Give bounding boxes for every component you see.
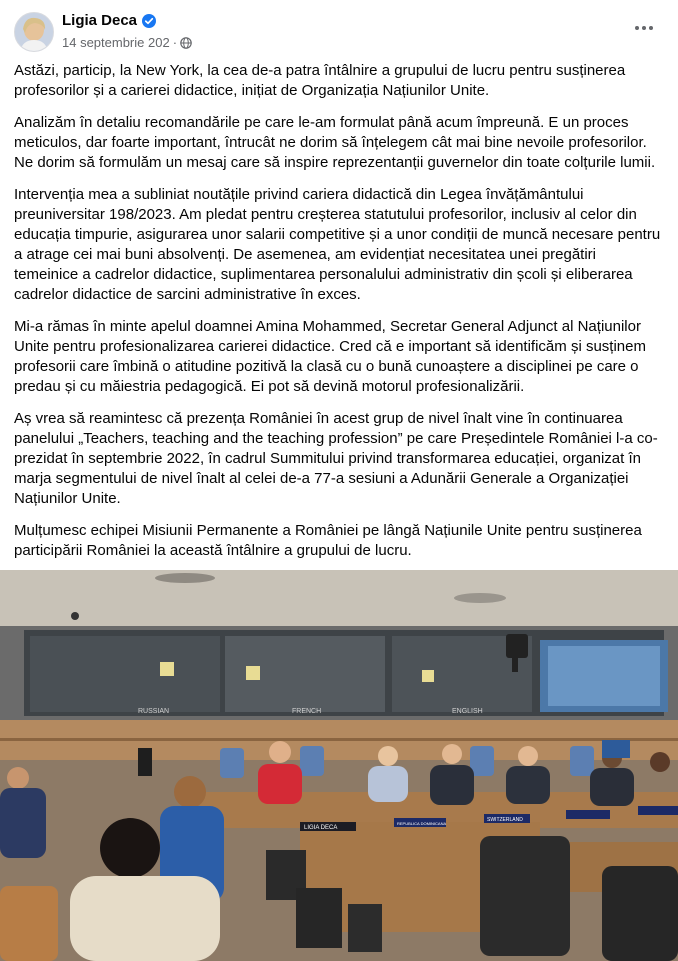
nameplate-text: REPUBLICA DOMINICANA [397,821,447,826]
chair [480,836,570,956]
ceiling-light [155,573,215,583]
more-options-icon[interactable] [628,14,660,42]
wood-panel-line [0,738,678,741]
post-date[interactable]: 14 septembrie 202 [62,35,170,50]
ceiling-light [454,593,506,603]
chair [220,748,244,778]
author-name[interactable] [62,12,156,29]
author-name-text[interactable]: Ligia Deca [62,12,138,29]
nameplate [638,806,678,815]
post-paragraph: Mi-a rămas în minte apelul doamnei Amina Mohammed, Secretar General Adjunct al Națiunilor Unite pentru profesionalizarea carierei didactice. Cred că e important să identificăm și susținem profesorii care îmbină o atitudine pozitivă la clasă cu o bună cunoaștere a disciplinei pe care o predau și cu măiestria pedagogică. Ei pot să devină motorul profesionalizării. [14,318,646,395]
laptop [296,888,342,948]
chair [470,746,494,776]
delegate [258,764,302,804]
sticky-note [160,662,174,676]
post-paragraph: Mulțumesc echipei Misiunii Permanente a României pe lângă Națiunile Unite pentru susținerea participării României la această întâlnire a grupului de lucru. [14,522,642,559]
booth-screen-content [548,646,660,706]
avatar[interactable] [14,12,54,52]
meta-separator: · [172,35,178,50]
monitor [138,748,152,776]
tv-camera-stand [512,658,518,672]
delegate [518,746,538,766]
post-paragraph: Astăzi, particip, la New York, la cea de-a patra întâlnire a grupului de lucru pentru susținerea profesorilor și a carierei didactice, inițiat de Organizația Națiunilor Unite. [14,62,626,99]
ceiling-camera [71,612,79,620]
delegate [430,765,474,805]
delegate [368,766,408,802]
post-meta [62,35,192,50]
post-body [14,61,664,573]
delegate [506,766,550,804]
delegate [442,744,462,764]
post-paragraph: Intervenția mea a subliniat noutățile privind cariera didactică din Legea învățământului preuniversitar 198/2023. Am pledat pentru creșterea statutului profesorilor, inclusiv al celor din educația timpurie, asigurarea unor salarii competitive și a unor condiții de muncă necesare pentru a atrage cei mai buni absolvenți. De asemenea, am evidențiat necesitatea unei pregătiri temeinice a cadrelor didactice, suplimentarea personalului administrativ din școli și eliberarea cadrelor didactice de sarcini administrative în exces. [14,186,661,303]
globe-icon[interactable] [180,37,192,49]
chair [570,746,594,776]
delegate [7,767,29,789]
chair [0,886,58,961]
chair [602,866,678,961]
booth-window [30,636,220,712]
verified-badge-icon [142,14,156,28]
delegate [100,818,160,878]
booth-label: RUSSIAN [138,708,170,715]
post-paragraph: Analizăm în detaliu recomandările pe care le-am formulat până acum împreună. E un proces meticulos, dar foarte important, întrucât ne dorim să înțelegem cât mai bine nevoile profesorilor. Ne dorim să formulăm un mesaj care să inspire reprezentanții guvernelor din toate colțurile lumii. [14,114,656,171]
delegate [378,746,398,766]
delegate [650,752,670,772]
chair [300,746,324,776]
post-header [0,0,678,60]
nameplate-text: LIGIA DECA [304,825,338,831]
sticky-note [422,670,434,682]
monitor [602,740,630,758]
delegate [590,768,634,806]
delegate [269,741,291,763]
tv-camera [506,634,528,658]
nameplate-text: SWITZERLAND [487,817,523,823]
booth-label: FRENCH [292,708,322,715]
sticky-note [246,666,260,680]
post-photo[interactable] [0,570,678,961]
nameplate [566,810,610,819]
delegate [0,788,46,858]
delegate [174,776,206,808]
booth-label: ENGLISH [452,708,483,715]
delegate [70,876,220,961]
laptop [348,904,382,952]
post-paragraph: Aș vrea să reamintesc că prezența României în acest grup de nivel înalt vine în continuarea panelului „Teachers, teaching and the teaching profession” pe care Președintele României l-a co-prezidat în septembrie 2022, în cadrul Summitului privind transformarea educației, organizat în marja segmentului de nivel înalt al celei de-a 77-a sesiuni a Adunării Generale a Organizației Națiunilor Unite. [14,410,658,507]
